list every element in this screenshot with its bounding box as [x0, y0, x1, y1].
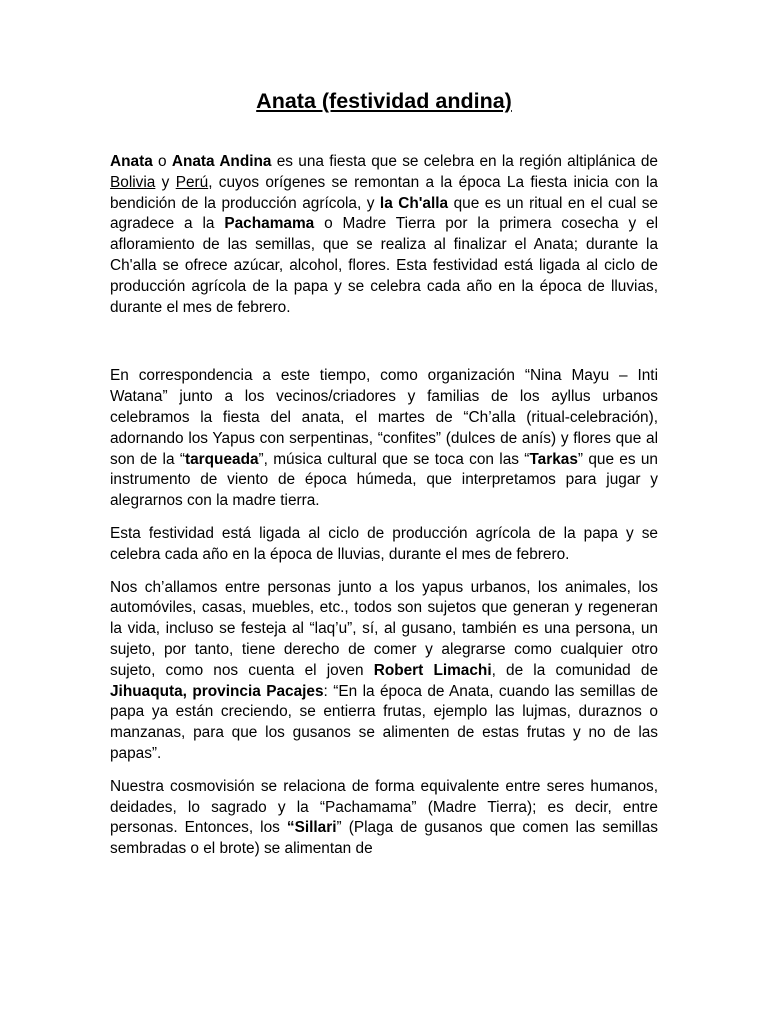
underlined-term: Bolivia [110, 173, 156, 191]
paragraph-challamos [110, 578, 658, 765]
text-run: Nos ch’allamos entre personas junto a los yapus urbanos, los animales, los automóviles, casas, muebles, etc., todos son sujetos que generan y regeneran la vida, incluso se festeja al “laq’u”, sí, al gusano, también es una persona, un sujeto, por tanto, tiene derecho de comer y alegrarse como cualquier otro sujeto, como nos cuenta el joven [110, 578, 658, 679]
bold-term: la Ch'alla [379, 194, 449, 212]
text-run: o Madre Tierra por la primera cosecha y el afloramiento de las semillas, que se realiza al finalizar el Anata; durante la Ch'alla se ofrece azúcar, alcohol, flores. Esta festividad está ligada al ciclo de producción agrícola de la papa y se celebra cada año en la época de lluvias, durante el mes de febrero. [110, 215, 659, 316]
text-run: Esta festividad está ligada al ciclo de producción agrícola de la papa y se celebra cada año en la época de lluvias, durante el mes de febrero. [110, 524, 658, 563]
paragraph-intro [110, 152, 658, 318]
text-run: : “En la época de Anata, cuando las semillas de papa ya están creciendo, se entierra frutas, ejemplo las lujmas, duraznos o manzanas, para que los gusanos se alimenten de estas frutas y no de las papas”. [110, 682, 658, 762]
document-title: Anata (festividad andina) [256, 89, 512, 113]
bold-term: tarqueada [184, 450, 259, 468]
bold-term: Tarkas [529, 450, 578, 468]
text-run: o [152, 153, 172, 170]
text-run: , cuyos orígenes se remontan a la época La fiesta inicia con la bendición de la producción agrícola, y [110, 173, 658, 212]
underlined-term: Perú [175, 173, 209, 191]
text-run: y [155, 173, 176, 191]
bold-term: Robert Limachi [373, 661, 492, 679]
text-run: ”, música cultural que se toca con las “ [258, 450, 530, 468]
text-run: , de la comunidad de [491, 661, 659, 679]
bold-term: Anata [110, 153, 153, 170]
text-run: es una fiesta que se celebra en la región altiplánica de [271, 153, 658, 170]
paragraph-cosmovision [110, 777, 658, 860]
paragraph-festividad [110, 524, 658, 566]
bold-term: Anata Andina [171, 153, 272, 170]
text-run: que es un ritual en el cual se agradece a la [110, 194, 658, 233]
text-run: En correspondencia a este tiempo, como organización “Nina Mayu – Inti Watana” junto a los vecinos/criadores y familias de los ayllus urbanos celebramos la fiesta del anata, el martes de “Ch’alla (ritual-celebración), adornando los Yapus con serpentinas, “confites” (dulces de anís) y flores que al son de la “ [110, 367, 658, 468]
paragraph-correspondencia [110, 366, 658, 512]
bold-term: Jihuaquta, provincia Pacajes [110, 682, 324, 700]
bold-term: Pachamama [224, 215, 315, 233]
text-run: ” que es un instrumento de viento de época húmeda, que interpretamos para jugar y alegrarnos con la madre tierra. [110, 450, 658, 510]
text-run: Nuestra cosmovisión se relaciona de forma equivalente entre seres humanos, deidades, lo sagrado y la “Pachamama” (Madre Tierra); es decir, entre personas. Entonces, los [110, 777, 658, 837]
document-page [110, 86, 658, 860]
bold-term: “Sillari [286, 819, 337, 837]
text-run: ” (Plaga de gusanos que comen las semillas sembradas o el brote) se alimentan de [110, 819, 658, 858]
